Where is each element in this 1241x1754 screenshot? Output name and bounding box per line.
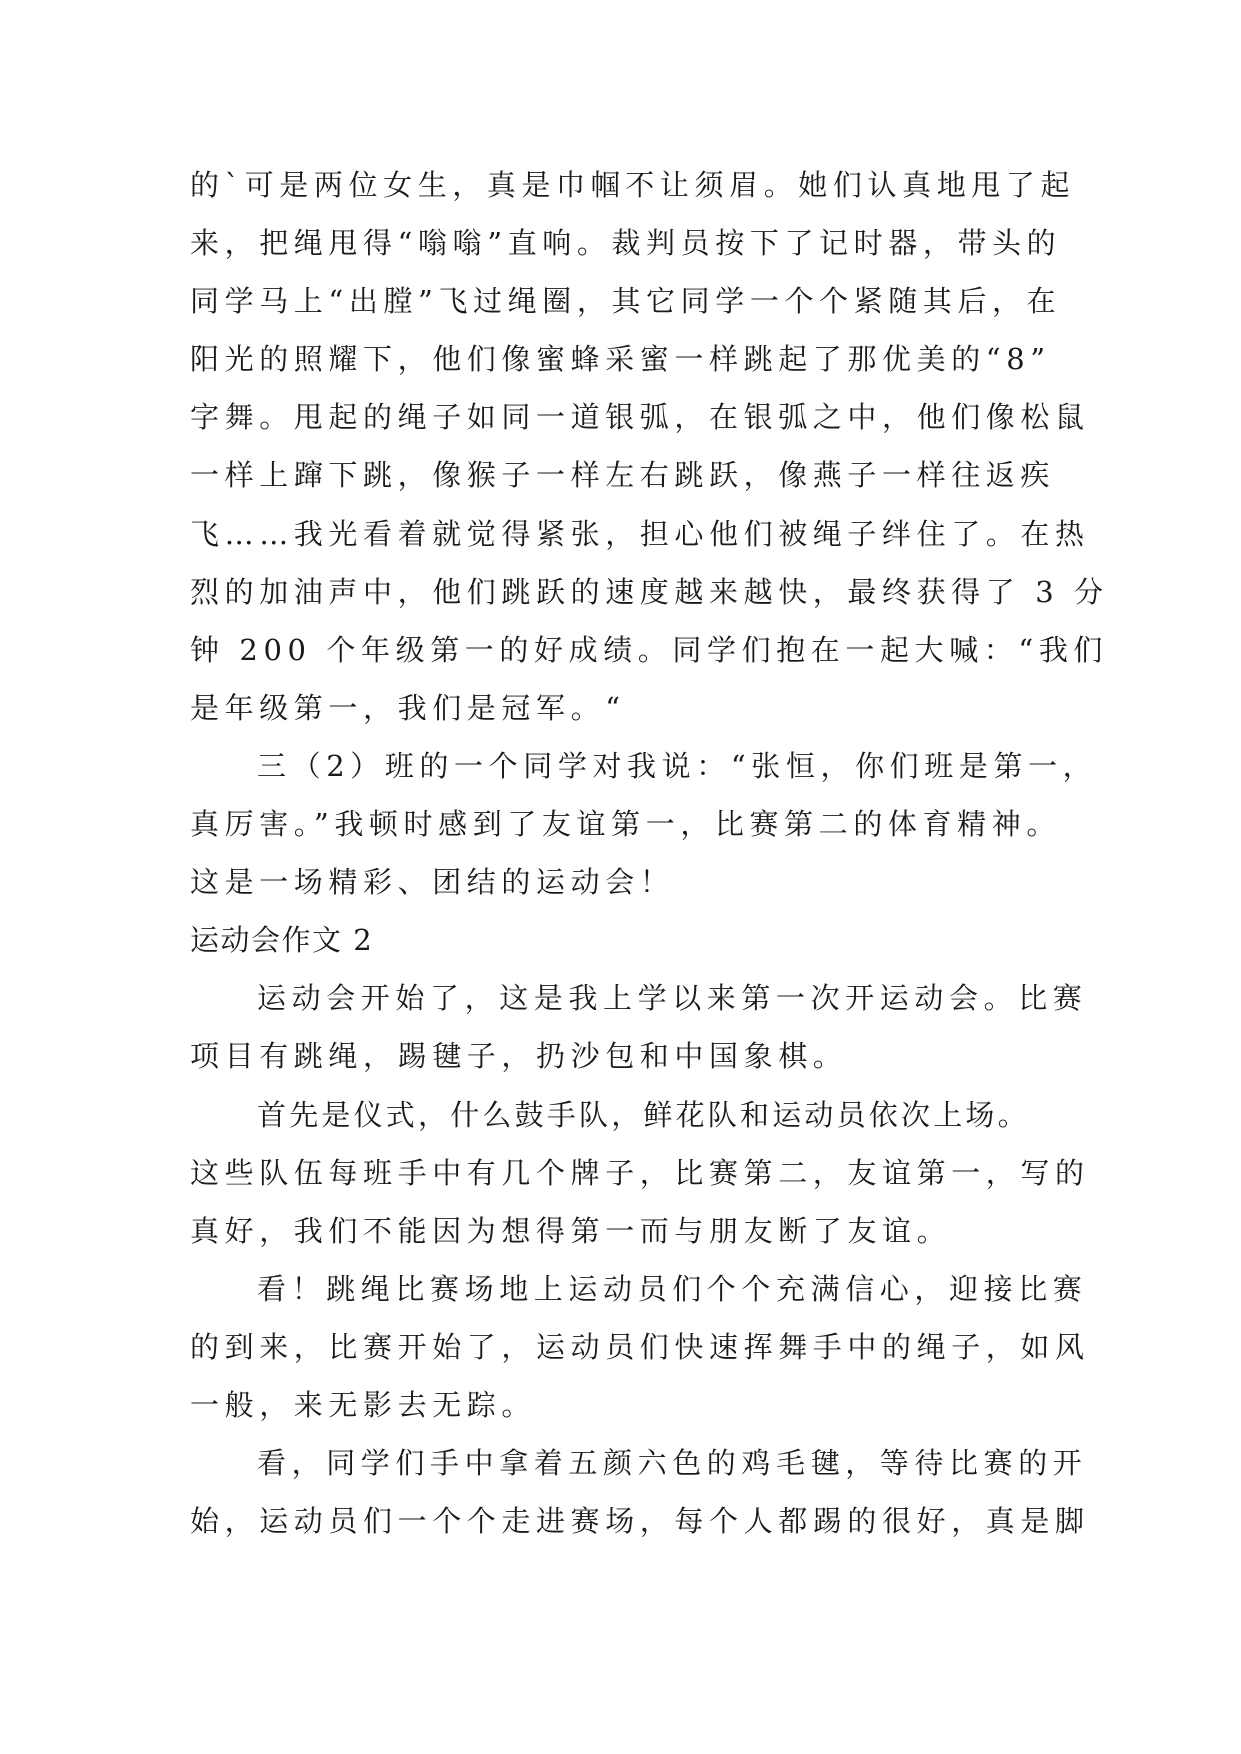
text-line: 同学马上“出膛”飞过绳圈，其它同学一个个紧随其后，在 <box>190 284 1062 319</box>
paragraph-first-line: 三（2）班的一个同学对我说：“张恒，你们班是第一， <box>257 748 1098 783</box>
paragraph-first-line: 看，同学们手中拿着五颜六色的鸡毛毽，等待比赛的开 <box>257 1446 1088 1481</box>
paragraph-first-line: 首先是仪式，什么鼓手队，鲜花队和运动员依次上场。 <box>257 1097 1030 1132</box>
text-line: 烈的加油声中，他们跳跃的速度越来越快，最终获得了 3 分 <box>190 574 1109 609</box>
text-line: 这些队伍每班手中有几个牌子，比赛第二，友谊第一，写的 <box>190 1155 1090 1190</box>
text-line: 的`可是两位女生，真是巾帼不让须眉。她们认真地甩了起 <box>190 168 1076 202</box>
text-line: 来，把绳甩得“嗡嗡”直响。裁判员按下了记时器，带头的 <box>190 226 1062 261</box>
text-line: 一样上蹿下跳，像猴子一样左右跳跃，像燕子一样往返疾 <box>190 458 1056 493</box>
text-line: 的到来，比赛开始了，运动员们快速挥舞手中的绳子，如风 <box>190 1329 1090 1364</box>
text-line: 真厉害。”我顿时感到了友谊第一，比赛第二的体育精神。 <box>190 807 1061 842</box>
text-line: 真好，我们不能因为想得第一而与朋友断了友谊。 <box>190 1213 952 1248</box>
text-line: 这是一场精彩、团结的运动会！ <box>190 865 675 900</box>
section-heading: 运动会作文 2 <box>190 923 374 958</box>
document-body <box>190 156 1109 1550</box>
text-line: 是年级第一，我们是冠军。“ <box>190 690 626 725</box>
paragraph-first-line: 运动会开始了，这是我上学以来第一次开运动会。比赛 <box>257 981 1088 1016</box>
text-line: 项目有跳绳，踢毽子，扔沙包和中国象棋。 <box>190 1039 848 1074</box>
text-line: 钟 200 个年级第一的好成绩。同学们抱在一起大喊：“我们 <box>190 632 1109 667</box>
text-line: 飞……我光看着就觉得紧张，担心他们被绳子绊住了。在热 <box>190 516 1090 551</box>
text-line: 始，运动员们一个个走进赛场，每个人都踢的很好，真是脚 <box>190 1504 1090 1539</box>
paragraph-first-line: 看！跳绳比赛场地上运动员们个个充满信心，迎接比赛 <box>257 1271 1088 1306</box>
text-line: 阳光的照耀下，他们像蜜蜂采蜜一样跳起了那优美的“8” <box>190 342 1051 377</box>
text-line: 字舞。甩起的绳子如同一道银弧，在银弧之中，他们像松鼠 <box>190 400 1090 435</box>
text-line: 一般，来无影去无踪。 <box>190 1387 537 1422</box>
